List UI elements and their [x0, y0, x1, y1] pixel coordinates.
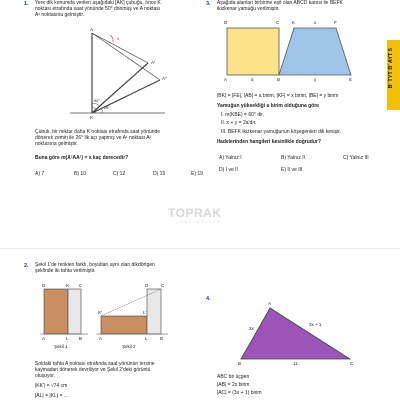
- q1-label-x: x: [117, 36, 120, 41]
- q3-option-c[interactable]: C) Yalnız III: [343, 155, 369, 161]
- watermark-sub: YAYINCILIK: [180, 219, 222, 224]
- q1-label-26: 26°: [104, 106, 110, 110]
- q3-label-c: C: [276, 20, 280, 25]
- q1-label-k: K: [90, 115, 94, 120]
- q3-option-e[interactable]: E) II ve III: [281, 167, 303, 173]
- watermark-main: TOPRAK: [168, 206, 222, 220]
- fig2-caption: Şekil 2: [122, 344, 136, 349]
- fig2-label-b: B: [160, 336, 164, 341]
- q3-label-b: B: [277, 77, 281, 82]
- angle-x-arc: [110, 35, 113, 42]
- q4-number: 4.: [206, 296, 211, 302]
- seg-aa2: [92, 33, 160, 80]
- q3-item1: I. m(KBE) = 60° dir.: [221, 112, 264, 118]
- fig2-label-d: D: [145, 283, 149, 288]
- fig1-label-b: B: [79, 336, 83, 341]
- q4-label-2x: 2x: [249, 326, 254, 331]
- q1-label-a1: A': [151, 60, 155, 65]
- q3-condition: Yamuğun yüksekliği a birim olduğuna göre: [217, 103, 319, 109]
- q1-line2: noktası etrafında saat yönünde 50° dönmüş ve A noktası: [35, 6, 161, 12]
- q3-label-f: F: [334, 20, 337, 25]
- q4-label-11: 11: [293, 361, 298, 366]
- q3-option-b[interactable]: B) Yalnız II: [281, 155, 305, 161]
- q1-para3: noktasına gelmiştir.: [35, 141, 78, 147]
- q3-item3: III. BEFK ikizkenar yamuğunun köşegenleri dik kesişir.: [221, 129, 342, 135]
- q3-option-a[interactable]: A) Yalnız I: [219, 155, 242, 161]
- sidebar-label: B' TYT B' AYT 5: [388, 48, 394, 89]
- fig2-label-c: C: [161, 283, 165, 288]
- q2-line2: şeklinde iki tahta verilmiştir.: [35, 268, 96, 274]
- q3-label-k: K: [292, 20, 296, 25]
- q1-number: 1.: [24, 1, 29, 7]
- q1-line3: A¹ noktasına gelmiştir.: [35, 12, 85, 18]
- angle-50-arc: [92, 103, 99, 106]
- q3-option-d[interactable]: D) I ve II: [219, 167, 238, 173]
- q1-option-c[interactable]: C) 12: [113, 171, 126, 177]
- sidebar-tab: [387, 40, 400, 110]
- q3-label-y: y: [314, 77, 317, 82]
- fig1-label-k: K: [66, 283, 70, 288]
- q4-label-3x1: 3x + 1: [309, 322, 322, 327]
- q3-label-x: x: [314, 20, 317, 25]
- fig1-label-l: L: [66, 336, 69, 341]
- q1-para2: dönerek zemin ile 26° lik açı yapmış ve A¹ noktası A²: [35, 135, 152, 141]
- fig2-label-a: A: [99, 336, 103, 341]
- q2-figure: [40, 289, 168, 334]
- rod-ka1: [92, 63, 148, 113]
- square-abcd: [227, 28, 279, 75]
- fig1-caption: Şekil 1: [54, 344, 68, 349]
- q3-label-e: E: [349, 77, 353, 82]
- q4-line1: ABC bir üçgen: [217, 374, 250, 380]
- q4-label-a: A: [268, 301, 272, 306]
- q3-label-d: D: [224, 20, 228, 25]
- q2-para1: Soldaki tahta A noktası etrafında saat yönünün tersine: [35, 361, 155, 367]
- q4-line3: |AC| = (3x + 1) birim: [217, 390, 262, 396]
- triangle-abc: [241, 308, 350, 359]
- fig1-left-board: [44, 289, 68, 334]
- page-divider: [0, 248, 400, 249]
- q1-label-a: A: [90, 27, 94, 32]
- q1-label-50: 50°: [94, 99, 100, 103]
- q4-figure: [241, 308, 350, 359]
- q3-ask: ifadelerinden hangileri kesinlikle doğrudur?: [217, 139, 321, 145]
- fig2-label-l1: L': [143, 310, 147, 315]
- fig2-label-l: L: [145, 336, 148, 341]
- q1-line1: Yere dik konumda verilen aşağıdaki [AK] çubuğu, önce K: [35, 0, 161, 6]
- q2-number: 2.: [24, 263, 29, 269]
- q1-option-a[interactable]: A) 7: [35, 171, 45, 177]
- fig1-label-d: D: [42, 283, 46, 288]
- fig1-label-a: A: [42, 336, 46, 341]
- fig2-rotated-board: [101, 316, 147, 334]
- q3-line1: Aşağıda alanları birbirine eşit olan ABCD karesi ile BEFK: [217, 0, 343, 6]
- q2-line1: Şekil 1'de renkleri farklı, boyutları aynı olan dikdörtgen: [35, 262, 155, 268]
- rod-ka2: [92, 80, 160, 113]
- fig1-label-c: C: [79, 283, 83, 288]
- q4-label-c: C: [350, 361, 354, 366]
- q3-item2: II. x + y = 2a'dır.: [221, 120, 257, 126]
- q3-line2: ikizkenar yamuğu verilmiştir.: [217, 6, 280, 12]
- q2-eq: |KK'| = √74 cm: [35, 383, 68, 389]
- q2-para3: oluşuyor.: [35, 373, 56, 379]
- q1-para1: Çubuk, bir miktar daha K noktası etrafında saat yönünde: [35, 129, 161, 135]
- q3-figure: [227, 28, 351, 75]
- seg-aa1: [92, 33, 148, 63]
- q3-number: 3.: [206, 1, 211, 7]
- q1-figure: [70, 33, 165, 113]
- q4-line2: |AB| = 2x birim: [217, 382, 250, 388]
- trapezoid-befk: [279, 28, 351, 75]
- q3-label-a: A: [224, 77, 228, 82]
- fig2-label-k: K': [98, 310, 102, 315]
- fig1-right-board: [68, 289, 81, 334]
- q1-option-e[interactable]: E) 19: [191, 171, 203, 177]
- q2-extra: |AL| = |KL| = ...: [35, 393, 68, 399]
- q4-label-b: B: [238, 361, 242, 366]
- watermark-logo: [168, 206, 222, 224]
- q1-question: Buna göre m(A²AA¹) = x kaç derecedir?: [35, 155, 129, 161]
- fig2-right-board: [147, 289, 161, 334]
- q1-option-d[interactable]: D) 15: [153, 171, 166, 177]
- q3-given: |BK| = |FE|, |AB| = a birim, |KF| = x birim, |BE| = y birim: [217, 93, 339, 99]
- q2-para2: kaymadan dönerek devriliyor ve Şekil 2'deki görüntü: [35, 367, 151, 373]
- q3-label-a-side: a: [251, 77, 254, 82]
- q1-label-a2: A": [162, 76, 167, 81]
- q1-option-b[interactable]: B) 10: [74, 171, 86, 177]
